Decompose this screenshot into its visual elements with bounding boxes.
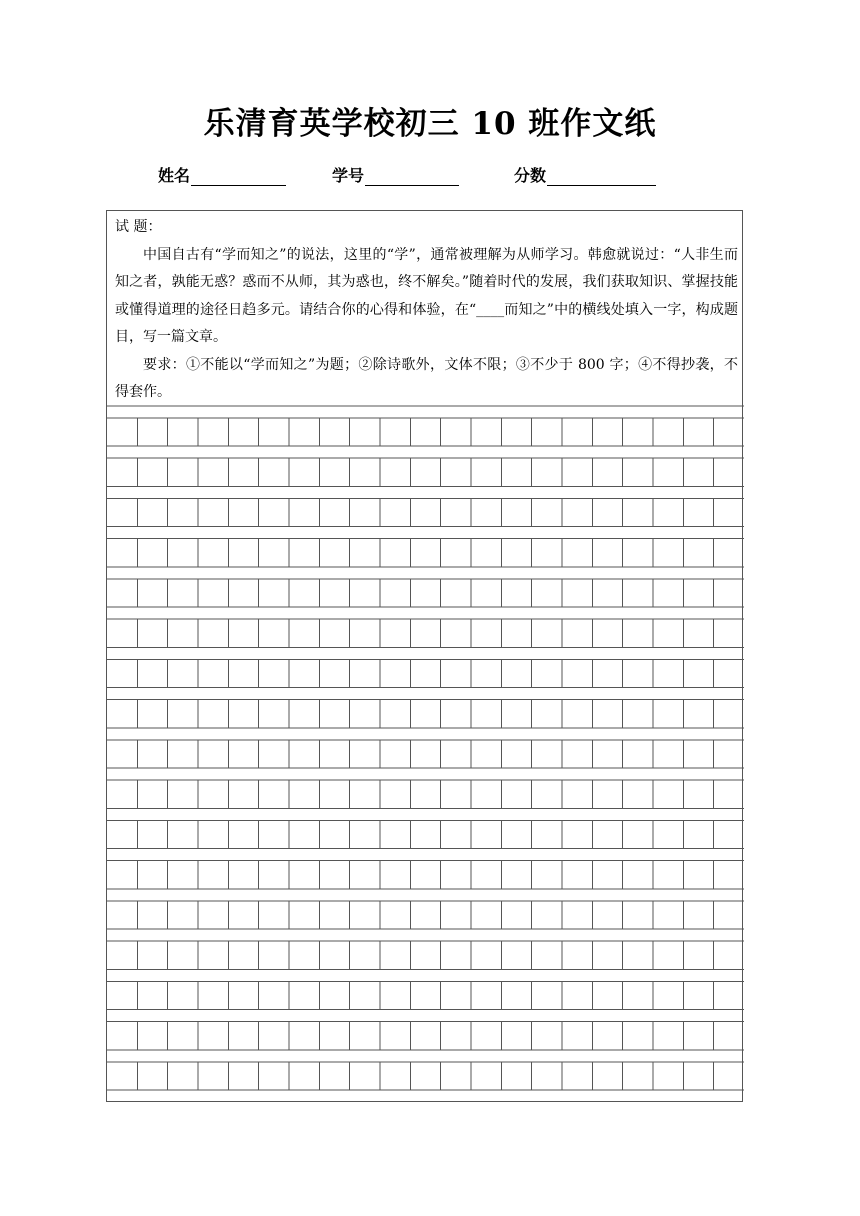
name-blank[interactable] bbox=[191, 166, 286, 186]
prompt-body: 中国自古有“学而知之”的说法，这里的“学”，通常被理解为从师学习。韩愈就说过：“人非生而知之者，孰能无惑？惑而不从师，其为惑也，终不解矣。”随着时代的发展，我们获取知识、掌握技能或懂得道理的途径日趋多元。请结合你的心得和体验，在“____而知之”中的横线处填入一字，构成题目，写一篇文章。 bbox=[115, 246, 738, 345]
writing-grid[interactable] bbox=[107, 211, 744, 1103]
score-label: 分数 bbox=[514, 166, 547, 185]
score-blank[interactable] bbox=[547, 166, 656, 186]
prompt-heading: 试 题： bbox=[115, 219, 162, 235]
page-title: 乐清育英学校初三 10 班作文纸 bbox=[203, 106, 657, 142]
student-id-field[interactable] bbox=[332, 166, 459, 186]
student-id-label: 学号 bbox=[332, 166, 365, 185]
name-label: 姓名 bbox=[158, 166, 191, 185]
prompt-requirements: 要求：①不能以“学而知之”为题；②除诗歌外，文体不限；③不少于 800 字；④不得抄袭，不得套作。 bbox=[115, 356, 738, 400]
composition-sheet bbox=[106, 210, 743, 1102]
name-field[interactable] bbox=[158, 166, 286, 186]
student-info-row bbox=[0, 166, 860, 192]
score-field[interactable] bbox=[514, 166, 656, 186]
student-id-blank[interactable] bbox=[365, 166, 459, 186]
